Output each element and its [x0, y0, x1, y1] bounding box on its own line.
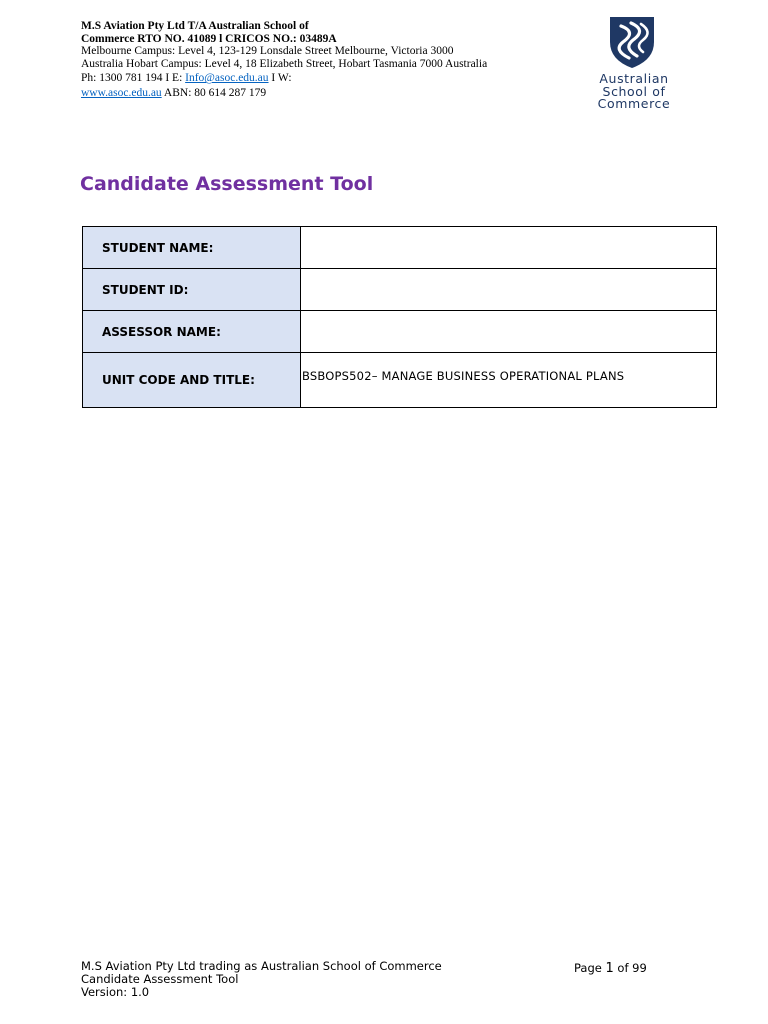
page-total: of 99	[613, 961, 647, 975]
student-name-field[interactable]	[301, 227, 717, 269]
student-id-field[interactable]	[301, 269, 717, 311]
phone-text: Ph: 1300 781 194 I E:	[81, 72, 186, 85]
company-name-line1: M.S Aviation Pty Ltd T/A Australian School of	[81, 20, 309, 32]
contact-line	[81, 72, 521, 85]
unit-code-value: BSBOPS502– MANAGE BUSINESS OPERATIONAL PLANS	[302, 369, 625, 383]
logo-line2: School of	[602, 83, 666, 99]
current-page: 1	[605, 961, 614, 976]
student-name-label: STUDENT NAME:	[83, 227, 301, 269]
web-prefix-text: I W:	[268, 72, 292, 85]
student-id-label: STUDENT ID:	[83, 269, 301, 311]
logo-wordmark	[590, 73, 678, 111]
abn-text: ABN: 80 614 287 179	[161, 86, 267, 99]
page-number	[574, 961, 647, 976]
melbourne-campus-address: Melbourne Campus: Level 4, 123-129 Lonsdale Street Melbourne, Victoria 3000	[81, 45, 454, 58]
logo-line1: Australian	[599, 71, 669, 86]
company-registration-line: Commerce RTO NO. 41089 l CRICOS NO.: 03489A	[81, 32, 337, 45]
assessor-name-field[interactable]	[301, 311, 717, 353]
page-label: Page	[574, 961, 606, 975]
document-title: Candidate Assessment Tool	[80, 173, 374, 195]
candidate-info-table	[82, 226, 717, 408]
email-link[interactable]: Info@asoc.edu.au	[185, 72, 269, 85]
shield-icon	[607, 14, 657, 70]
website-line	[81, 87, 521, 100]
table-row	[83, 269, 717, 311]
footer-document-name: Candidate Assessment Tool	[81, 972, 239, 986]
unit-code-cell[interactable]	[301, 353, 717, 408]
school-logo	[590, 14, 678, 114]
assessor-name-label: ASSESSOR NAME:	[83, 311, 301, 353]
table-row	[83, 353, 717, 408]
hobart-campus-address: Australia Hobart Campus: Level 4, 18 Elizabeth Street, Hobart Tasmania 7000 Australia	[81, 57, 488, 70]
website-link[interactable]: www.asoc.edu.au	[81, 86, 162, 99]
logo-line3: Commerce	[597, 96, 671, 111]
footer-version: Version: 1.0	[81, 985, 150, 999]
table-row	[83, 227, 717, 269]
unit-code-label: UNIT CODE AND TITLE:	[83, 353, 301, 408]
footer-info	[81, 960, 442, 999]
table-row	[83, 311, 717, 353]
footer-company: M.S Aviation Pty Ltd trading as Australian School of Commerce	[81, 959, 442, 973]
letterhead	[81, 20, 521, 100]
